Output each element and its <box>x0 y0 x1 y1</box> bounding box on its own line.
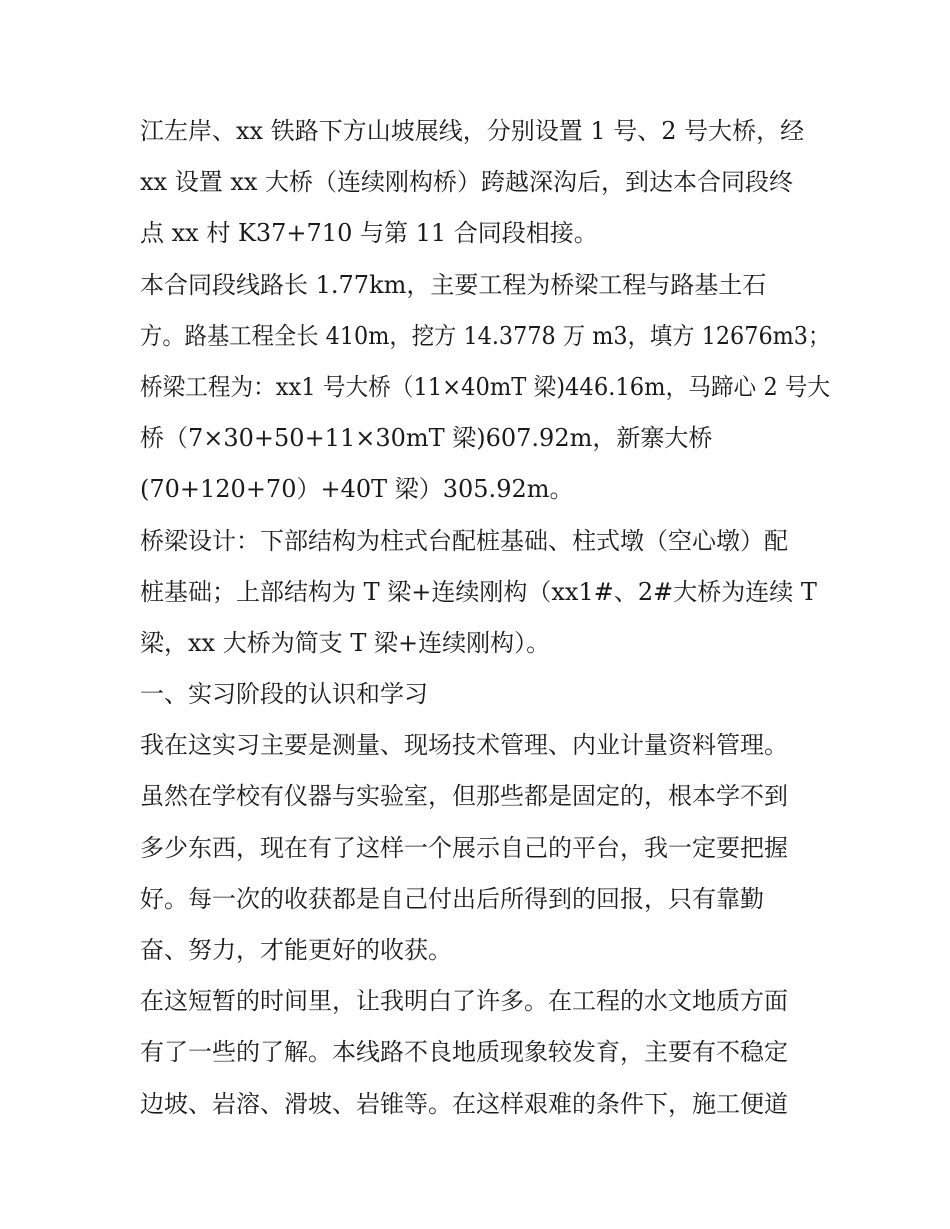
text-line: (70+120+70）+40T 梁）305.92m。 <box>140 475 574 504</box>
text-line: 在这短暂的时间里，让我明白了许多。在工程的水文地质方面 <box>140 987 788 1016</box>
text-line: 边坡、岩溶、滑坡、岩锥等。在这样艰难的条件下，施工便道 <box>140 1089 788 1118</box>
text-line: 梁，xx 大桥为简支 T 梁+连续刚构）。 <box>140 628 551 657</box>
text-line: xx 设置 xx 大桥（连续刚构桥）跨越深沟后，到达本合同段终 <box>140 168 794 197</box>
text-line: 奋、努力，才能更好的收获。 <box>140 936 452 964</box>
text-line: 桩基础；上部结构为 T 梁+连续刚构（xx1#、2#大桥为连续 T <box>140 577 817 606</box>
text-line: 本合同段线路长 1.77km，主要工程为桥梁工程与路基土石 <box>140 270 767 299</box>
text-line: 江左岸、xx 铁路下方山坡展线，分别设置 1 号、2 号大桥，经 <box>140 117 805 145</box>
text-line: 我在这实习主要是测量、现场技术管理、内业计量资料管理。 <box>140 731 788 760</box>
document-body <box>140 106 831 1130</box>
text-line: 点 xx 村 K37+710 与第 11 合同段相接。 <box>140 219 598 248</box>
text-line: 桥梁设计：下部结构为柱式台配桩基础、柱式墩（空心墩）配 <box>140 526 788 555</box>
text-line: 虽然在学校有仪器与实验室，但那些都是固定的，根本学不到 <box>140 782 788 811</box>
text-line: 桥（7×30+50+11×30mT 梁)607.92m，新寨大桥 <box>140 424 713 453</box>
text-line: 方。路基工程全长 410m，挖方 14.3778 万 m3，填方 12676m3； <box>140 321 831 350</box>
section-heading: 一、实习阶段的认识和学习 <box>140 680 428 709</box>
text-line: 多少东西，现在有了这样一个展示自己的平台，我一定要把握 <box>140 833 788 862</box>
text-line: 好。每一次的收获都是自己付出后所得到的回报，只有靠勤 <box>140 884 764 913</box>
text-line: 桥梁工程为：xx1 号大桥（11×40mT 梁)446.16m，马蹄心 2 号大 <box>140 372 831 401</box>
text-line: 有了一些的了解。本线路不良地质现象较发育，主要有不稳定 <box>140 1038 788 1067</box>
